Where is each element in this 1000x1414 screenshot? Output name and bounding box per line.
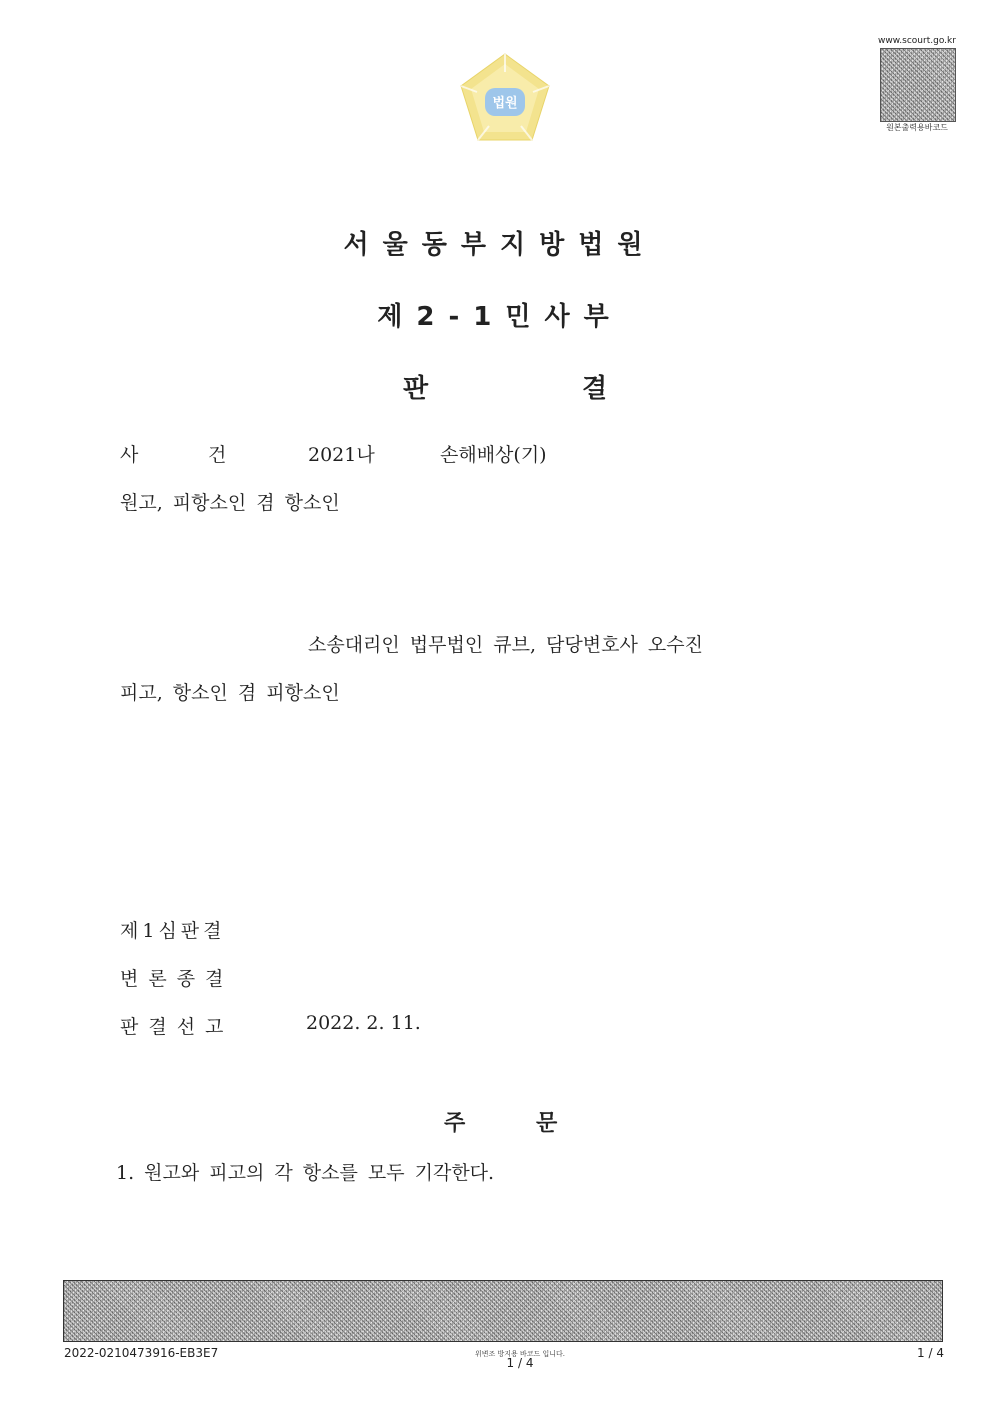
anti-forgery-barcode	[63, 1280, 943, 1342]
court-name: 서울동부지방법원	[343, 230, 657, 260]
seal-text: 법원	[492, 96, 518, 111]
first-instance-label: 제1심판결	[120, 920, 226, 942]
court-seal-emblem	[455, 50, 555, 150]
plaintiff-label: 원고, 피항소인 겸 항소인	[120, 492, 340, 514]
pronouncement-date: 2022. 2. 11.	[306, 1012, 421, 1034]
defendant-label: 피고, 항소인 겸 피항소인	[120, 682, 340, 704]
order-item-1: 1. 원고와 피고의 각 항소를 모두 기각한다.	[116, 1162, 495, 1184]
qr-caption: 원본출력용바코드	[886, 123, 948, 132]
doc-type-right: 결	[582, 374, 608, 404]
qr-url: www.scourt.go.kr	[878, 36, 956, 46]
document-id: 2022-0210473916-EB3E7	[64, 1346, 219, 1360]
page-number-right: 1 / 4	[917, 1346, 944, 1360]
pronouncement-label: 판결선고	[120, 1016, 234, 1038]
closing-label: 변론종결	[120, 968, 234, 990]
case-title: 손해배상(기)	[440, 444, 547, 466]
court-division: 제2-1민사부	[377, 302, 623, 332]
qr-code	[880, 48, 956, 122]
case-label-a: 사	[120, 444, 139, 466]
barcode-notice: 위변조 방지용 바코드 입니다.	[474, 1350, 566, 1358]
order-heading-right: 문	[536, 1111, 558, 1136]
doc-type-left: 판	[403, 374, 429, 404]
case-label-b: 건	[208, 444, 227, 466]
case-number: 2021나	[308, 444, 375, 466]
plaintiff-counsel: 소송대리인 법무법인 큐브, 담당변호사 오수진	[308, 634, 703, 656]
page-number-center: 1 / 4	[506, 1356, 534, 1370]
order-heading-left: 주	[444, 1111, 466, 1136]
